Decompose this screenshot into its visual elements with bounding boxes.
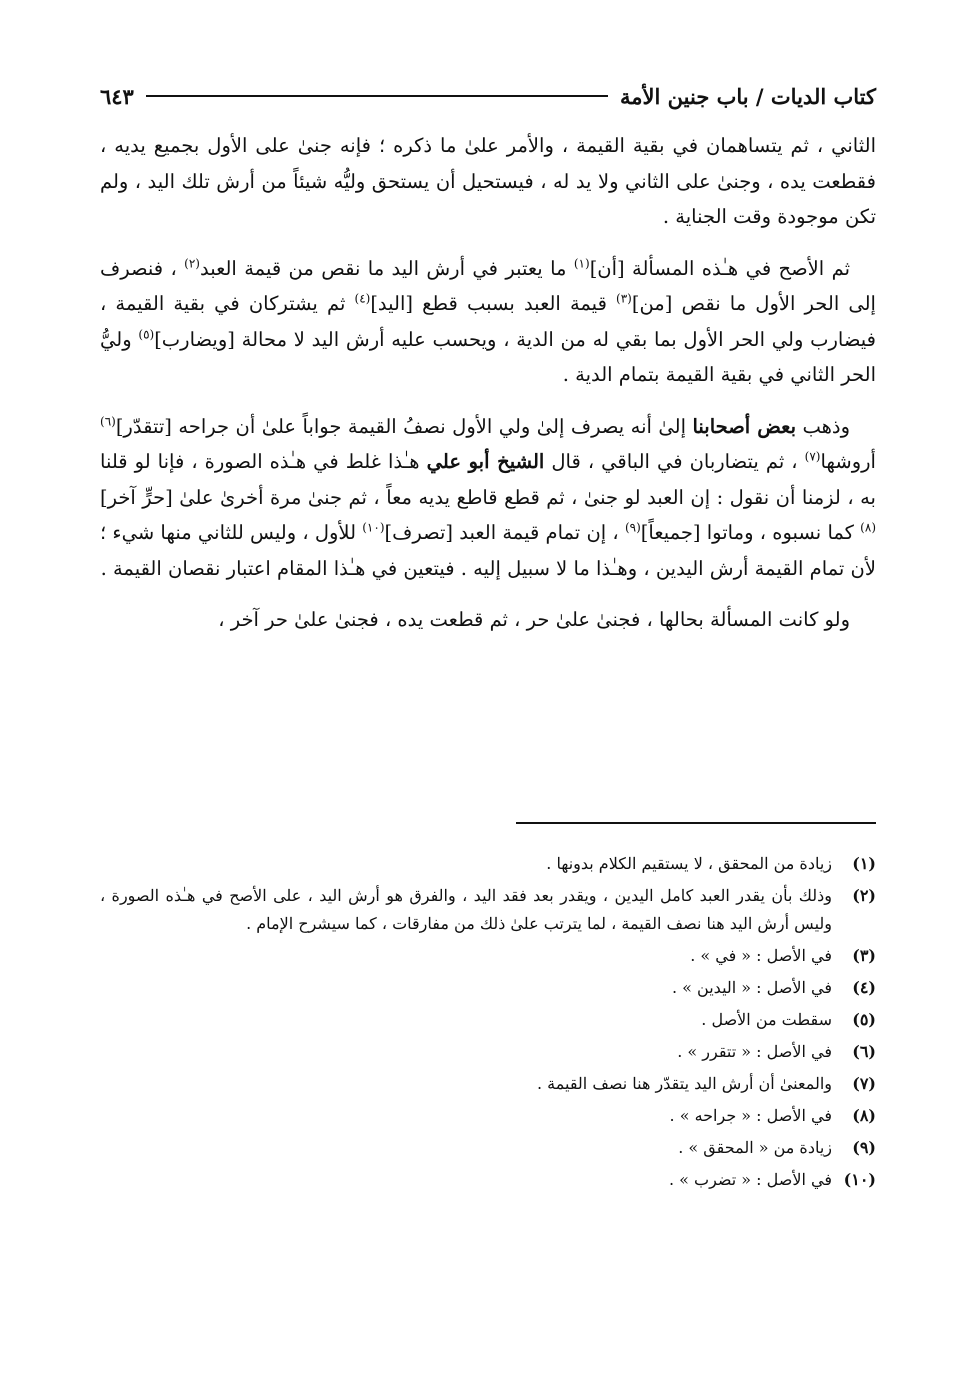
text-run: كما نسبوه ، وماتوا [جميعاً] <box>640 521 861 544</box>
footnote-number: (٢) <box>852 886 876 905</box>
footnote-ref-8[interactable]: (٨) <box>860 520 876 535</box>
chapter-title: كتاب الديات / باب جنين الأمة <box>620 83 876 109</box>
emphasis-text: بعض أصحابنا <box>692 414 796 438</box>
text-run: للأول ، وليس للثاني منها شيء ؛ لأن تمام القيمة أرش اليدين ، وهـٰذا ما لا سبيل إليه . فيتعين في هـٰذا المقام اعتبار نقصان القيمة . <box>100 521 876 580</box>
footnote-item <box>100 1102 876 1130</box>
footnote-ref-6[interactable]: (٦) <box>100 414 116 428</box>
text-run: ، إن تمام قيمة العبد [تصرف] <box>384 521 625 544</box>
text-run: ، فنصرف إلى الحر الأول ما نقص [من] <box>100 256 876 315</box>
footnote-number: (٦) <box>852 1042 876 1061</box>
page-number: ٦٤٣ <box>100 83 134 109</box>
header-rule <box>146 95 608 97</box>
footnote-ref-7[interactable]: (٧) <box>804 449 821 464</box>
text-run: قيمة العبد بسبب قطع [اليد] <box>370 292 617 315</box>
footnote-item <box>100 1038 876 1066</box>
footnote-item <box>100 942 876 970</box>
text-run: إلىٰ أنه يصرف إلىٰ ولي الأول نصفُ القيمة جواباً علىٰ أن جراحه [تتقدّر] <box>115 414 693 438</box>
footnote-text: في الأصل : « في » . <box>690 946 832 965</box>
footnote-text: في الأصل : « تضرب » . <box>668 1170 832 1189</box>
footnote-text: زيادة من « المحقق » . <box>678 1138 832 1157</box>
text-run: هـٰذا غلط في هـٰذه الصورة ، فإنا لو قلنا به ، لزمنا أن نقول : إن العبد لو جنىٰ ، ثم قطع قاطع يديه معاً ، ثم جنىٰ مرة أخرىٰ علىٰ [حرٍّ آخر] <box>100 450 876 509</box>
footnote-item <box>100 882 876 938</box>
paragraph-3 <box>100 409 876 587</box>
footnote-text: في الأصل : « اليدين » . <box>671 978 832 997</box>
footnote-text: وذلك بأن يقدر العبد كامل اليدين ، ويقدر بعد فقد اليد ، والفرق هو أرش اليد ، على الأصح في هـٰذه الصورة ، وليس أرش اليد هنا نصف القيمة ، لما يترتب علىٰ ذلك من مفارقات ، كما سيشرح الإمام . <box>100 886 833 933</box>
emphasis-text: الشيخ أبو علي <box>426 450 545 473</box>
footnote-item <box>100 1166 876 1194</box>
paragraph-2 <box>100 251 876 393</box>
footnote-text: في الأصل : « جراحه » . <box>669 1106 832 1125</box>
footnote-text: زيادة من المحقق ، لا يستقيم الكلام بدونها . <box>546 854 832 873</box>
footnote-item <box>100 974 876 1002</box>
text-run: ثم يشتركان في بقية القيمة ، فيضارب ولي الحر الأول بما بقي له من الدية ، ويحسب عليه أرش اليد لا محالة [ويضارب] <box>100 292 876 351</box>
footnote-number: (٧) <box>852 1074 876 1093</box>
text-run: أروشها <box>820 450 876 473</box>
text-run: ، ثم يتضاربان في الباقي ، قال <box>544 450 805 473</box>
paragraph-1: الثاني ، ثم يتساهمان في بقية القيمة ، والأمر علىٰ ما ذكره ؛ فإنه جنىٰ على الأول بجميع يديه ، فقطعت يده ، وجنىٰ على الثاني ولا يد له ، فيستحيل أن يستحق وليُّه شيئاً من أرش تلك اليد ، ولم تكن موجودة وقت الجناية . <box>100 134 876 228</box>
footnote-number: (٨) <box>852 1106 876 1125</box>
footnote-number: (٣) <box>852 946 876 965</box>
footnote-ref-3[interactable]: (٣) <box>616 291 632 306</box>
footnote-number: (١٠) <box>843 1170 876 1189</box>
footnote-item <box>100 1070 876 1098</box>
text-run: ما يعتبر في أرش اليد ما نقص من قيمة العبد <box>199 256 574 280</box>
footnote-ref-9[interactable]: (٩) <box>624 520 641 535</box>
footnote-separator <box>516 822 876 824</box>
footnote-text: في الأصل : « تتقرر » . <box>677 1042 832 1061</box>
footnote-number: (٤) <box>852 978 876 997</box>
footnote-text: سقطت من الأصل . <box>701 1010 832 1029</box>
footnote-text: والمعنىٰ أن أرش اليد يتقدّر هنا نصف القيمة . <box>537 1074 832 1093</box>
main-text <box>100 128 876 654</box>
footnotes <box>100 850 876 1198</box>
footnote-ref-4[interactable]: (٤) <box>354 291 371 306</box>
text-run: وذهب <box>796 414 850 438</box>
text-run: ثم الأصح في هـٰذه المسألة [أن] <box>589 256 850 280</box>
footnote-ref-5[interactable]: (٥) <box>138 327 155 341</box>
footnote-item <box>100 1134 876 1162</box>
footnote-number: (٩) <box>852 1138 876 1157</box>
footnote-ref-10[interactable]: (١٠) <box>362 520 385 535</box>
footnote-ref-2[interactable]: (٢) <box>184 256 200 270</box>
footnote-item <box>100 1006 876 1034</box>
text-run: وليُّ الحر الثاني في بقية القيمة بتمام الدية . <box>100 327 876 386</box>
running-header <box>100 76 876 116</box>
footnote-item <box>100 850 876 878</box>
footnote-number: (١) <box>852 854 876 873</box>
paragraph-4: ولو كانت المسألة بحالها ، فجنىٰ علىٰ حر ، ثم قطعت يده ، فجنىٰ علىٰ حر آخر ، <box>218 608 850 631</box>
footnote-number: (٥) <box>852 1010 876 1029</box>
footnote-ref-1[interactable]: (١) <box>573 256 590 270</box>
